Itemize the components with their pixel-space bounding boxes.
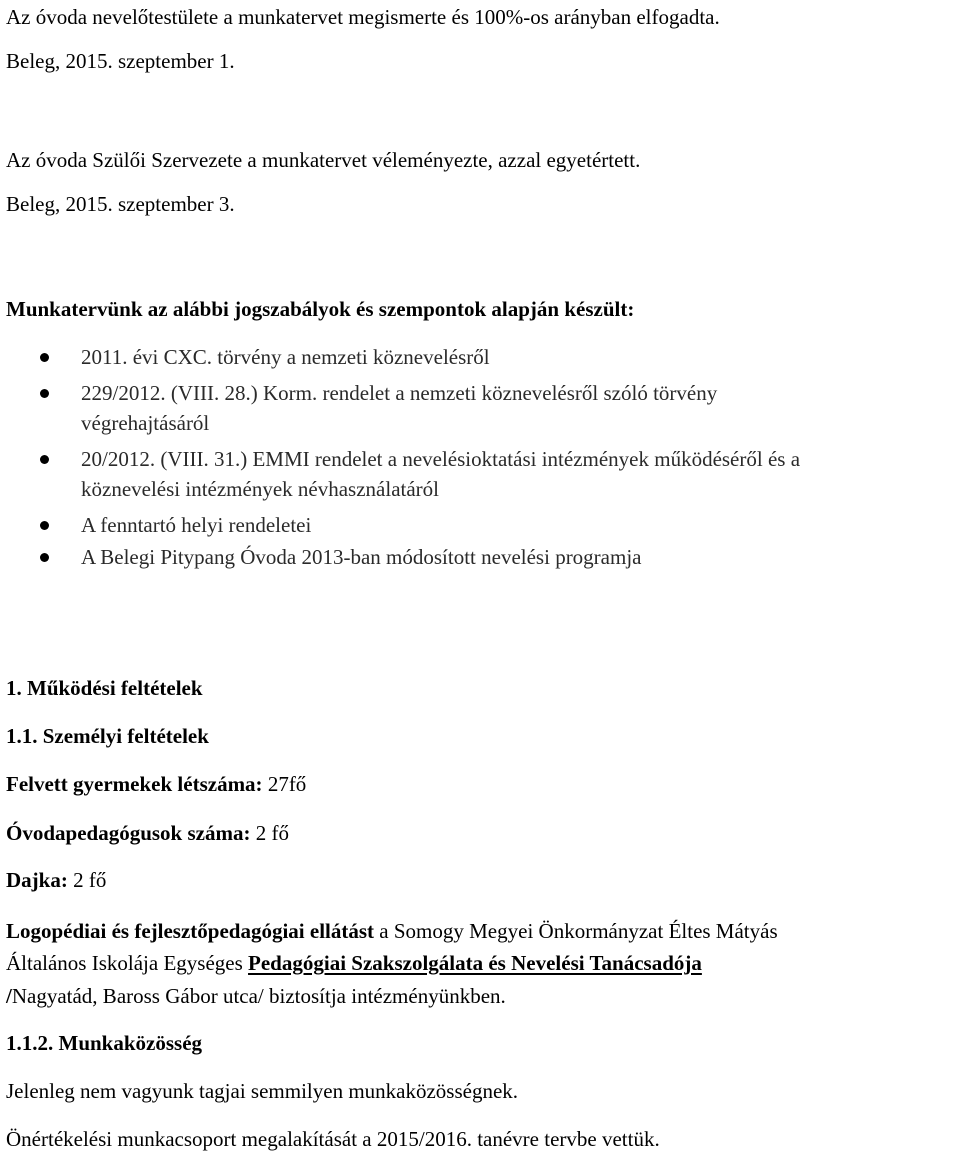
bullet-icon bbox=[40, 553, 49, 562]
nanny-count-value: 2 fő bbox=[67, 868, 107, 892]
children-count-value: 27fő bbox=[262, 772, 307, 796]
bullet-icon bbox=[40, 521, 49, 530]
nanny-count-label: Dajka: bbox=[6, 868, 68, 892]
list-item-text-continued: végrehajtásáról bbox=[81, 411, 210, 435]
speech-therapy-text: Általános Iskolája Egységes bbox=[6, 951, 249, 975]
subsection-heading: 1.1. Személyi feltételek bbox=[6, 724, 209, 748]
bullet-icon bbox=[40, 455, 49, 464]
parents-approval-date: Beleg, 2015. szeptember 3. bbox=[6, 192, 235, 216]
speech-therapy-bold-underlined: Pedagógiai Szakszolgálata és Nevelési Tanácsadója bbox=[248, 951, 702, 975]
list-item-text: A fenntartó helyi rendeletei bbox=[81, 513, 312, 537]
children-count-line bbox=[6, 771, 956, 797]
work-community-text: Jelenleg nem vagyunk tagjai semmilyen munkaközösségnek. bbox=[6, 1079, 519, 1103]
speech-therapy-text: Nagyatád, Baross Gábor utca/ biztosítja intézményünkben. bbox=[11, 984, 506, 1008]
speech-therapy-line-2 bbox=[6, 950, 956, 976]
teachers-count-label: Óvodapedagógusok száma: bbox=[6, 821, 251, 845]
speech-therapy-text: a Somogy Megyei Önkormányzat Éltes Mátyás bbox=[374, 919, 778, 943]
list-item-text: 2011. évi CXC. törvény a nemzeti köznevelésről bbox=[81, 345, 490, 369]
staff-approval-text: Az óvoda nevelőtestülete a munkatervet megismerte és 100%-os arányban elfogadta. bbox=[6, 5, 720, 29]
speech-therapy-slash: / bbox=[6, 984, 12, 1008]
speech-therapy-line-3 bbox=[6, 983, 956, 1009]
list-item-text: 229/2012. (VIII. 28.) Korm. rendelet a nemzeti köznevelésről szóló törvény bbox=[81, 381, 718, 405]
staff-approval-date: Beleg, 2015. szeptember 1. bbox=[6, 49, 235, 73]
self-evaluation-text: Önértékelési munkacsoport megalakítását a 2015/2016. tanévre tervbe vettük. bbox=[6, 1127, 660, 1151]
speech-therapy-bold: Logopédiai és fejlesztőpedagógiai ellátást bbox=[6, 919, 375, 943]
bullet-icon bbox=[40, 353, 49, 362]
parents-approval-text: Az óvoda Szülői Szervezete a munkatervet véleményezte, azzal egyetértett. bbox=[6, 148, 641, 172]
speech-therapy-line-1 bbox=[6, 918, 956, 944]
subsection-heading-1-1-2: 1.1.2. Munkaközösség bbox=[6, 1031, 203, 1055]
bullet-icon bbox=[40, 389, 49, 398]
nanny-count-line bbox=[6, 867, 956, 893]
teachers-count-value: 2 fő bbox=[250, 821, 289, 845]
list-item-text: 20/2012. (VIII. 31.) EMMI rendelet a nevelésioktatási intézmények működéséről és a bbox=[81, 447, 801, 471]
list-item-text: A Belegi Pitypang Óvoda 2013-ban módosított nevelési programja bbox=[81, 545, 642, 569]
legal-basis-heading: Munkatervünk az alábbi jogszabályok és szempontok alapján készült: bbox=[6, 297, 635, 321]
teachers-count-line bbox=[6, 820, 956, 846]
children-count-label: Felvett gyermekek létszáma: bbox=[6, 772, 263, 796]
list-item-text-continued: köznevelési intézmények névhasználatáról bbox=[81, 477, 440, 501]
section-heading: 1. Működési feltételek bbox=[6, 676, 203, 700]
